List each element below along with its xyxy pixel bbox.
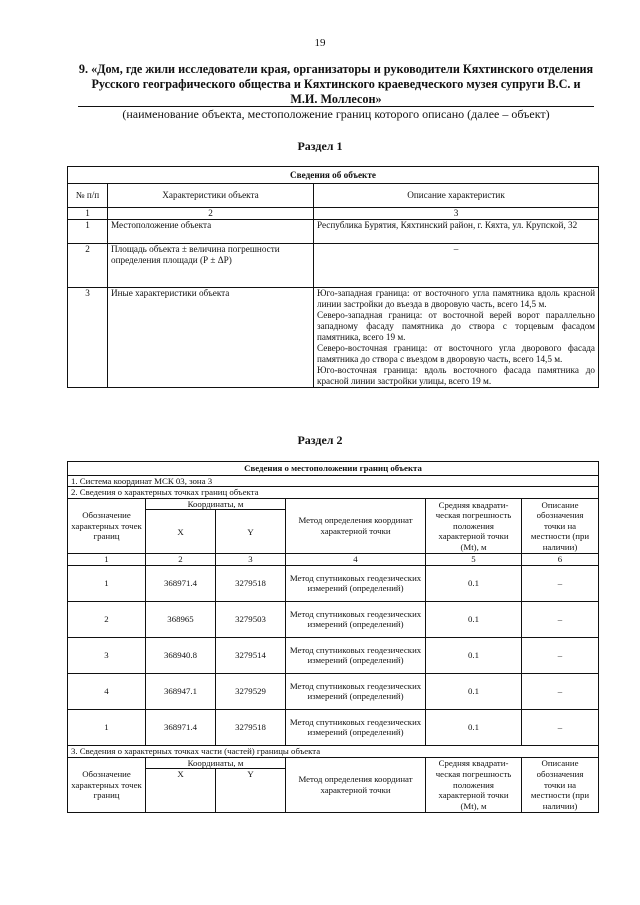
header-method: Метод определения координат характерной точки	[286, 498, 426, 554]
point-x: 368971.4	[146, 709, 216, 745]
heading-note: (наименование объекта, местоположение границ которого описано (далее – объект)	[122, 107, 550, 121]
point-method: Метод спутниковых геодезических измерений (определений)	[286, 601, 426, 637]
object-table-caption: Сведения об объекте	[68, 167, 599, 184]
table-row	[68, 709, 599, 745]
header-characteristic: Характеристики объекта	[108, 184, 314, 208]
point-method: Метод спутниковых геодезических измерений (определений)	[286, 673, 426, 709]
row-description: Республика Бурятия, Кяхтинский район, г. Кяхта, ул. Крупской, 32	[314, 220, 599, 244]
table-row	[68, 673, 599, 709]
table-row	[68, 288, 599, 388]
header-num: № п/п	[68, 184, 108, 208]
point-desc: –	[522, 565, 599, 601]
point-mt: 0.1	[426, 565, 522, 601]
header-point-designation: Обозначение характерных точек границ	[68, 757, 146, 813]
point-id: 1	[68, 565, 146, 601]
header-point-designation: Обозначение характерных точек границ	[68, 498, 146, 554]
row-num: 1	[68, 220, 108, 244]
point-id: 3	[68, 637, 146, 673]
point-x: 368971.4	[146, 565, 216, 601]
table-row	[68, 220, 599, 244]
point-mt: 0.1	[426, 709, 522, 745]
header-y: Y	[216, 510, 286, 554]
document-heading: 9. «Дом, где жили исследователи края, организаторы и руководители Кяхтинского отделения Русского географического общества и Кяхтинского краеведческого музея супруги В.С. и М.И. Моллесон»	[78, 62, 594, 106]
col-number-5: 5	[426, 554, 522, 566]
col-number-2: 2	[108, 208, 314, 220]
header-point-description: Описание обозначения точки на местности (при наличии)	[522, 757, 599, 813]
col-number-1: 1	[68, 554, 146, 566]
header-method: Метод определения координат характерной точки	[286, 757, 426, 813]
point-mt: 0.1	[426, 673, 522, 709]
point-desc: –	[522, 601, 599, 637]
table-row	[68, 601, 599, 637]
point-y: 3279514	[216, 637, 286, 673]
row-characteristic: Местоположение объекта	[108, 220, 314, 244]
boundary-northwest: Северо-западная граница: от восточной верей ворот параллельно западному фасаду памятника до створа с торцевым фасадом памятника, всего 19 м.	[317, 310, 595, 342]
header-y: Y	[216, 769, 286, 813]
col-number-3: 3	[216, 554, 286, 566]
object-info-table	[67, 166, 599, 388]
table-row	[68, 565, 599, 601]
col-number-4: 4	[286, 554, 426, 566]
point-id: 1	[68, 709, 146, 745]
point-desc: –	[522, 637, 599, 673]
boundary-southeast: Юго-восточная граница: вдоль восточного фасада памятника до красной линии застройки улицы, всего 19 м.	[317, 365, 595, 386]
point-y: 3279518	[216, 565, 286, 601]
point-y: 3279518	[216, 709, 286, 745]
header-accuracy: Средняя квадрати-ческая погрешность положения характерной точки (Mt), м	[426, 757, 522, 813]
row-description	[314, 288, 599, 388]
coords-table-caption: Сведения о местоположении границ объекта	[68, 462, 599, 476]
point-y: 3279503	[216, 601, 286, 637]
table-row	[68, 244, 599, 288]
section2-title: Раздел 2	[297, 433, 343, 447]
row-num: 3	[68, 288, 108, 388]
point-x: 368965	[146, 601, 216, 637]
row-num: 2	[68, 244, 108, 288]
coordinate-system: 1. Система координат МСК 03, зона 3	[68, 475, 599, 487]
page-number: 19	[314, 37, 326, 49]
subsection3-title: 3. Сведения о характерных точках части (частей) границы объекта	[68, 745, 599, 757]
col-number-1: 1	[68, 208, 108, 220]
point-y: 3279529	[216, 673, 286, 709]
point-method: Метод спутниковых геодезических измерений (определений)	[286, 565, 426, 601]
row-description: –	[314, 244, 599, 288]
point-id: 4	[68, 673, 146, 709]
point-x: 368940.8	[146, 637, 216, 673]
row-characteristic: Площадь объекта ± величина погрешности определения площади (Р ± ΔР)	[108, 244, 314, 288]
point-x: 368947.1	[146, 673, 216, 709]
header-coordinates: Координаты, м	[146, 498, 286, 510]
header-x: X	[146, 510, 216, 554]
point-id: 2	[68, 601, 146, 637]
header-x: X	[146, 769, 216, 813]
header-accuracy: Средняя квадрати-ческая погрешность положения характерной точки (Mt), м	[426, 498, 522, 554]
header-coordinates: Координаты, м	[146, 757, 286, 769]
header-point-description: Описание обозначения точки на местности (при наличии)	[522, 498, 599, 554]
point-desc: –	[522, 673, 599, 709]
point-mt: 0.1	[426, 637, 522, 673]
boundary-northeast: Северо-восточная граница: от восточного угла дворового фасада памятника до створа с въездом в дворовую часть, всего 14,5 м.	[317, 343, 595, 364]
row-characteristic: Иные характеристики объекта	[108, 288, 314, 388]
header-description: Описание характеристик	[314, 184, 599, 208]
point-mt: 0.1	[426, 601, 522, 637]
point-desc: –	[522, 709, 599, 745]
col-number-3: 3	[314, 208, 599, 220]
coordinates-table	[67, 461, 599, 813]
subsection2-title: 2. Сведения о характерных точках границ объекта	[68, 487, 599, 499]
point-method: Метод спутниковых геодезических измерений (определений)	[286, 709, 426, 745]
point-method: Метод спутниковых геодезических измерений (определений)	[286, 637, 426, 673]
col-number-6: 6	[522, 554, 599, 566]
table-row	[68, 637, 599, 673]
section1-title: Раздел 1	[297, 139, 343, 153]
col-number-2: 2	[146, 554, 216, 566]
boundary-southwest: Юго-западная граница: от восточного угла памятника вдоль красной линии застройки до въезда в дворовую часть, всего 14,5 м.	[317, 288, 595, 309]
